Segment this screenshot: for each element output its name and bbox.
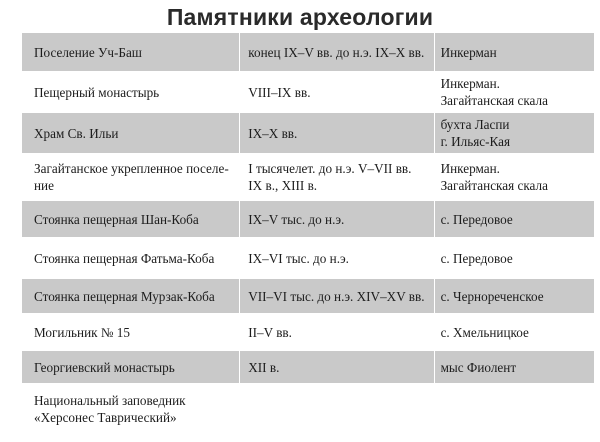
monument-place: Инкерман. Загайтанская скала bbox=[440, 161, 548, 193]
monument-name: Могильник № 15 bbox=[34, 324, 130, 340]
table-row bbox=[22, 33, 594, 71]
monument-place: с. Передовое bbox=[440, 250, 513, 266]
monument-date: IX–X вв. bbox=[248, 125, 298, 141]
monument-place: с. Хмельницкое bbox=[440, 324, 529, 340]
table-row bbox=[22, 313, 594, 351]
monument-name: Стоянка пещерная Шан-Коба bbox=[34, 211, 199, 227]
monument-date: XII в. bbox=[248, 359, 280, 375]
monument-place: Инкерман. Загайтанская скала bbox=[440, 76, 548, 108]
monument-date: II–V вв. bbox=[248, 324, 292, 340]
table-row bbox=[22, 113, 594, 153]
table-row bbox=[22, 201, 594, 237]
monument-name: Георгиевский монастырь bbox=[34, 359, 175, 375]
monument-name: Стоянка пещерная Мурзак-Коба bbox=[34, 288, 215, 304]
monument-place: бухта Ласпи г. Ильяс-Кая bbox=[440, 117, 511, 149]
monument-date: IX–VI тыс. до н.э. bbox=[248, 250, 349, 266]
page-title: Памятники археологии bbox=[166, 4, 434, 30]
monument-name: Поселение Уч-Баш bbox=[34, 44, 142, 60]
monument-place: Инкерман bbox=[440, 44, 497, 60]
table-row bbox=[22, 237, 594, 279]
table-row bbox=[22, 153, 594, 201]
monument-name: Храм Св. Ильи bbox=[34, 125, 119, 141]
monument-date: IX–V тыс. до н.э. bbox=[248, 211, 345, 227]
monuments-table bbox=[22, 33, 594, 435]
monument-name: Загайтанское укрепленное поселе- ние bbox=[34, 161, 229, 193]
monument-place: мыс Фиолент bbox=[440, 359, 517, 375]
monument-name: Национальный заповедник «Херсонес Таврический» bbox=[34, 393, 186, 425]
monument-date: VIII–IX вв. bbox=[248, 84, 311, 100]
monument-name: Пещерный монастырь bbox=[34, 84, 160, 100]
table-row bbox=[22, 383, 594, 435]
table-row bbox=[22, 279, 594, 313]
monument-place: с. Чернореченское bbox=[440, 288, 544, 304]
table-row bbox=[22, 71, 594, 113]
monument-name: Стоянка пещерная Фатьма-Коба bbox=[34, 250, 215, 266]
column-divider bbox=[239, 383, 240, 435]
table-row bbox=[22, 351, 594, 383]
column-divider bbox=[434, 383, 435, 435]
monument-date: конец IX–V вв. до н.э. IX–X вв. bbox=[248, 44, 425, 60]
monument-date: VII–VI тыс. до н.э. XIV–XV вв. bbox=[248, 288, 425, 304]
monument-date: I тысячелет. до н.э. V–VII вв. IX в., XIII в. bbox=[248, 161, 412, 193]
monument-place: с. Передовое bbox=[440, 211, 513, 227]
